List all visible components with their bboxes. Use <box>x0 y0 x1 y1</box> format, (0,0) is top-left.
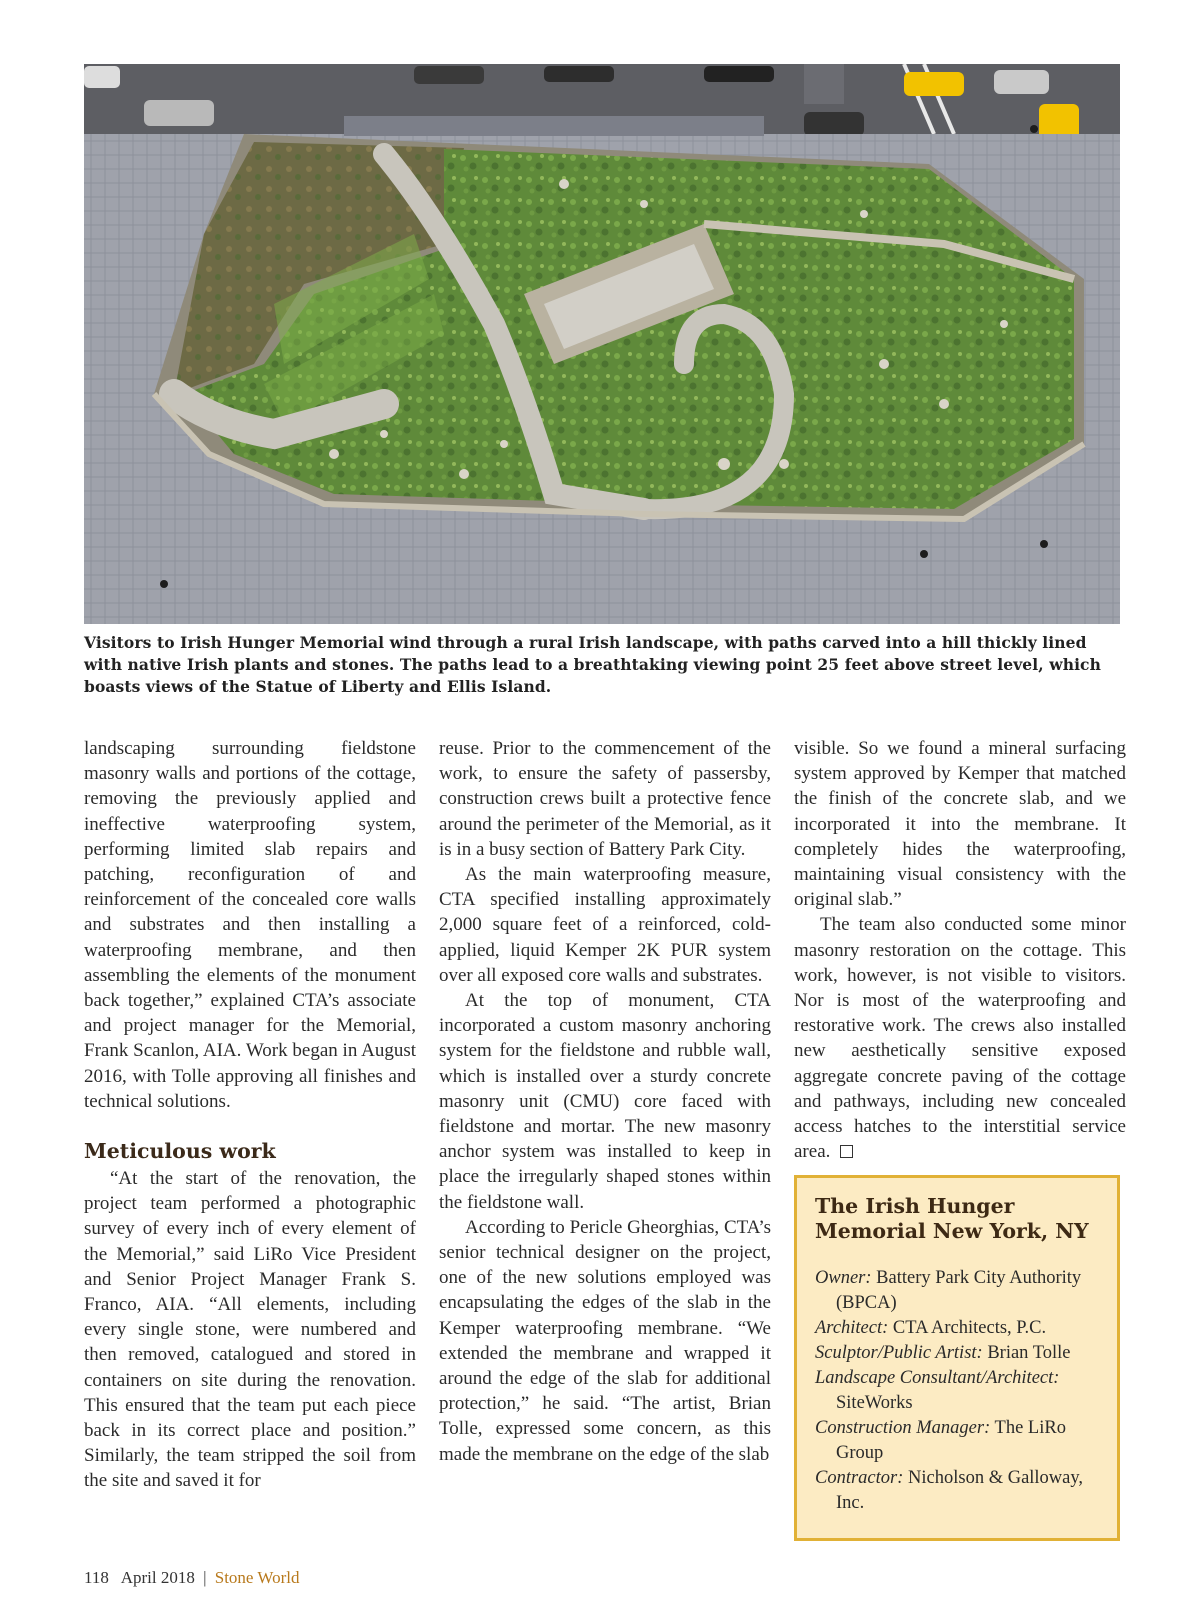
issue-date: April 2018 <box>120 1568 195 1587</box>
sidebar-credit <box>815 1366 1099 1416</box>
credit-role: Sculptor/Public Artist: <box>815 1343 983 1363</box>
section-subhead: Meticulous work <box>84 1139 276 1164</box>
article-paragraph-text: The team also conducted some minor masonry restoration on the cottage. This work, however, is not visible to visitors. Nor is most of the waterproofing and restorative work. The crews also installed new aesthetically sensitive exposed aggregate concrete paving of the cottage and pathways, including new concealed access hatches to the interstitial service area. <box>794 914 1126 1163</box>
article-column-2 <box>439 736 771 1467</box>
sidebar-credit <box>815 1341 1099 1366</box>
credit-value: CTA Architects, P.C. <box>892 1318 1047 1338</box>
page-number: 118 <box>84 1568 109 1587</box>
credit-role: Architect: <box>815 1318 889 1338</box>
article-paragraph: According to Pericle Gheorghias, CTA’s senior technical designer on the project, one of the new solutions employed was encapsulating the edges of the slab in the Kemper waterproofing membrane. “We extended the membrane and wrapped it around the edge of the slab for additional protection,” he said. “The artist, Brian Tolle, expressed some concern, as this made the membrane on the edge of the slab <box>439 1216 771 1465</box>
credit-value: SiteWorks <box>836 1393 913 1413</box>
article-paragraph-last <box>794 912 1126 1164</box>
project-sidebar <box>794 1175 1120 1541</box>
magazine-name: Stone World <box>214 1568 300 1587</box>
sidebar-credit <box>815 1266 1099 1316</box>
photo-caption: Visitors to Irish Hunger Memorial wind through a rural Irish landscape, with paths carved into a hill thickly lined with native Irish plants and stones. The paths lead to a breathtaking viewing point 25 feet above street level, which boasts views of the Statue of Liberty and Ellis Island. <box>84 633 1101 696</box>
credit-value: Brian Tolle <box>987 1343 1071 1363</box>
page-footer <box>84 1568 299 1588</box>
article-paragraph: landscaping surrounding fieldstone masonry walls and portions of the cottage, removing the previously applied and ineffective waterproofing system, performing limited slab repairs and patching, reconfiguration of and reinforcement of the concealed core walls and substrates and then installing a waterproofing membrane, and then assembling the elements of the monument back together,” explained CTA’s associate and project manager for the Memorial, Frank Scanlon, AIA. Work began in August 2016, with Tolle approving all finishes and technical solutions. <box>84 738 416 1112</box>
article-column-3 <box>794 736 1126 1164</box>
sidebar-credit <box>815 1466 1099 1516</box>
sidebar-credit <box>815 1316 1099 1341</box>
aerial-photo-icon <box>84 64 1120 624</box>
article-column-1 <box>84 736 416 1494</box>
article-paragraph: “At the start of the renovation, the project team performed a photographic survey of every inch of every element of the Memorial,” said LiRo Vice President and Senior Project Manager Frank S. Franco, AIA. “All elements, including every single stone, were numbered and then removed, catalogued and stored in containers on site during the renovation. This ensured that the team put each piece back in its correct place and position.” Similarly, the team stripped the soil from the site and saved it for <box>84 1168 416 1492</box>
credit-value: Battery Park City Authority (BPCA) <box>836 1268 1082 1313</box>
sidebar-title: The Irish Hunger Memorial New York, NY <box>815 1194 1089 1243</box>
aerial-photo <box>84 64 1120 624</box>
article-paragraph: visible. So we found a mineral surfacing system approved by Kemper that matched the finish of the concrete slab, and we incorporated it into the membrane. It completely hides the waterproofing, maintaining visual consistency with the original slab.” <box>794 738 1126 911</box>
end-mark-icon <box>840 1145 853 1158</box>
credit-role: Owner: <box>815 1268 872 1288</box>
credit-value: The LiRo Group <box>836 1418 1066 1463</box>
credit-role: Construction Manager: <box>815 1418 991 1438</box>
article-paragraph: reuse. Prior to the commencement of the work, to ensure the safety of passersby, construction crews built a protective fence around the perimeter of the Memorial, as it is in a busy section of Battery Park City. <box>439 738 771 860</box>
article-paragraph: As the main waterproofing measure, CTA specified installing approximately 2,000 square feet of a reinforced, cold-applied, liquid Kemper 2K PUR system over all exposed core walls and substrates. <box>439 864 771 986</box>
sidebar-credit <box>815 1416 1099 1466</box>
credit-value: Nicholson & Galloway, Inc. <box>836 1468 1084 1513</box>
credit-role: Contractor: <box>815 1468 904 1488</box>
credit-role: Landscape Consultant/Architect: <box>815 1368 1060 1388</box>
article-paragraph: At the top of monument, CTA incorporated a custom masonry anchoring system for the fieldstone and rubble wall, which is installed over a sturdy concrete masonry unit (CMU) core faced with fieldstone and mortar. The new masonry anchor system was installed to keep in place the irregularly shaped stones within the fieldstone wall. <box>439 990 771 1213</box>
footer-separator: | <box>203 1568 207 1587</box>
